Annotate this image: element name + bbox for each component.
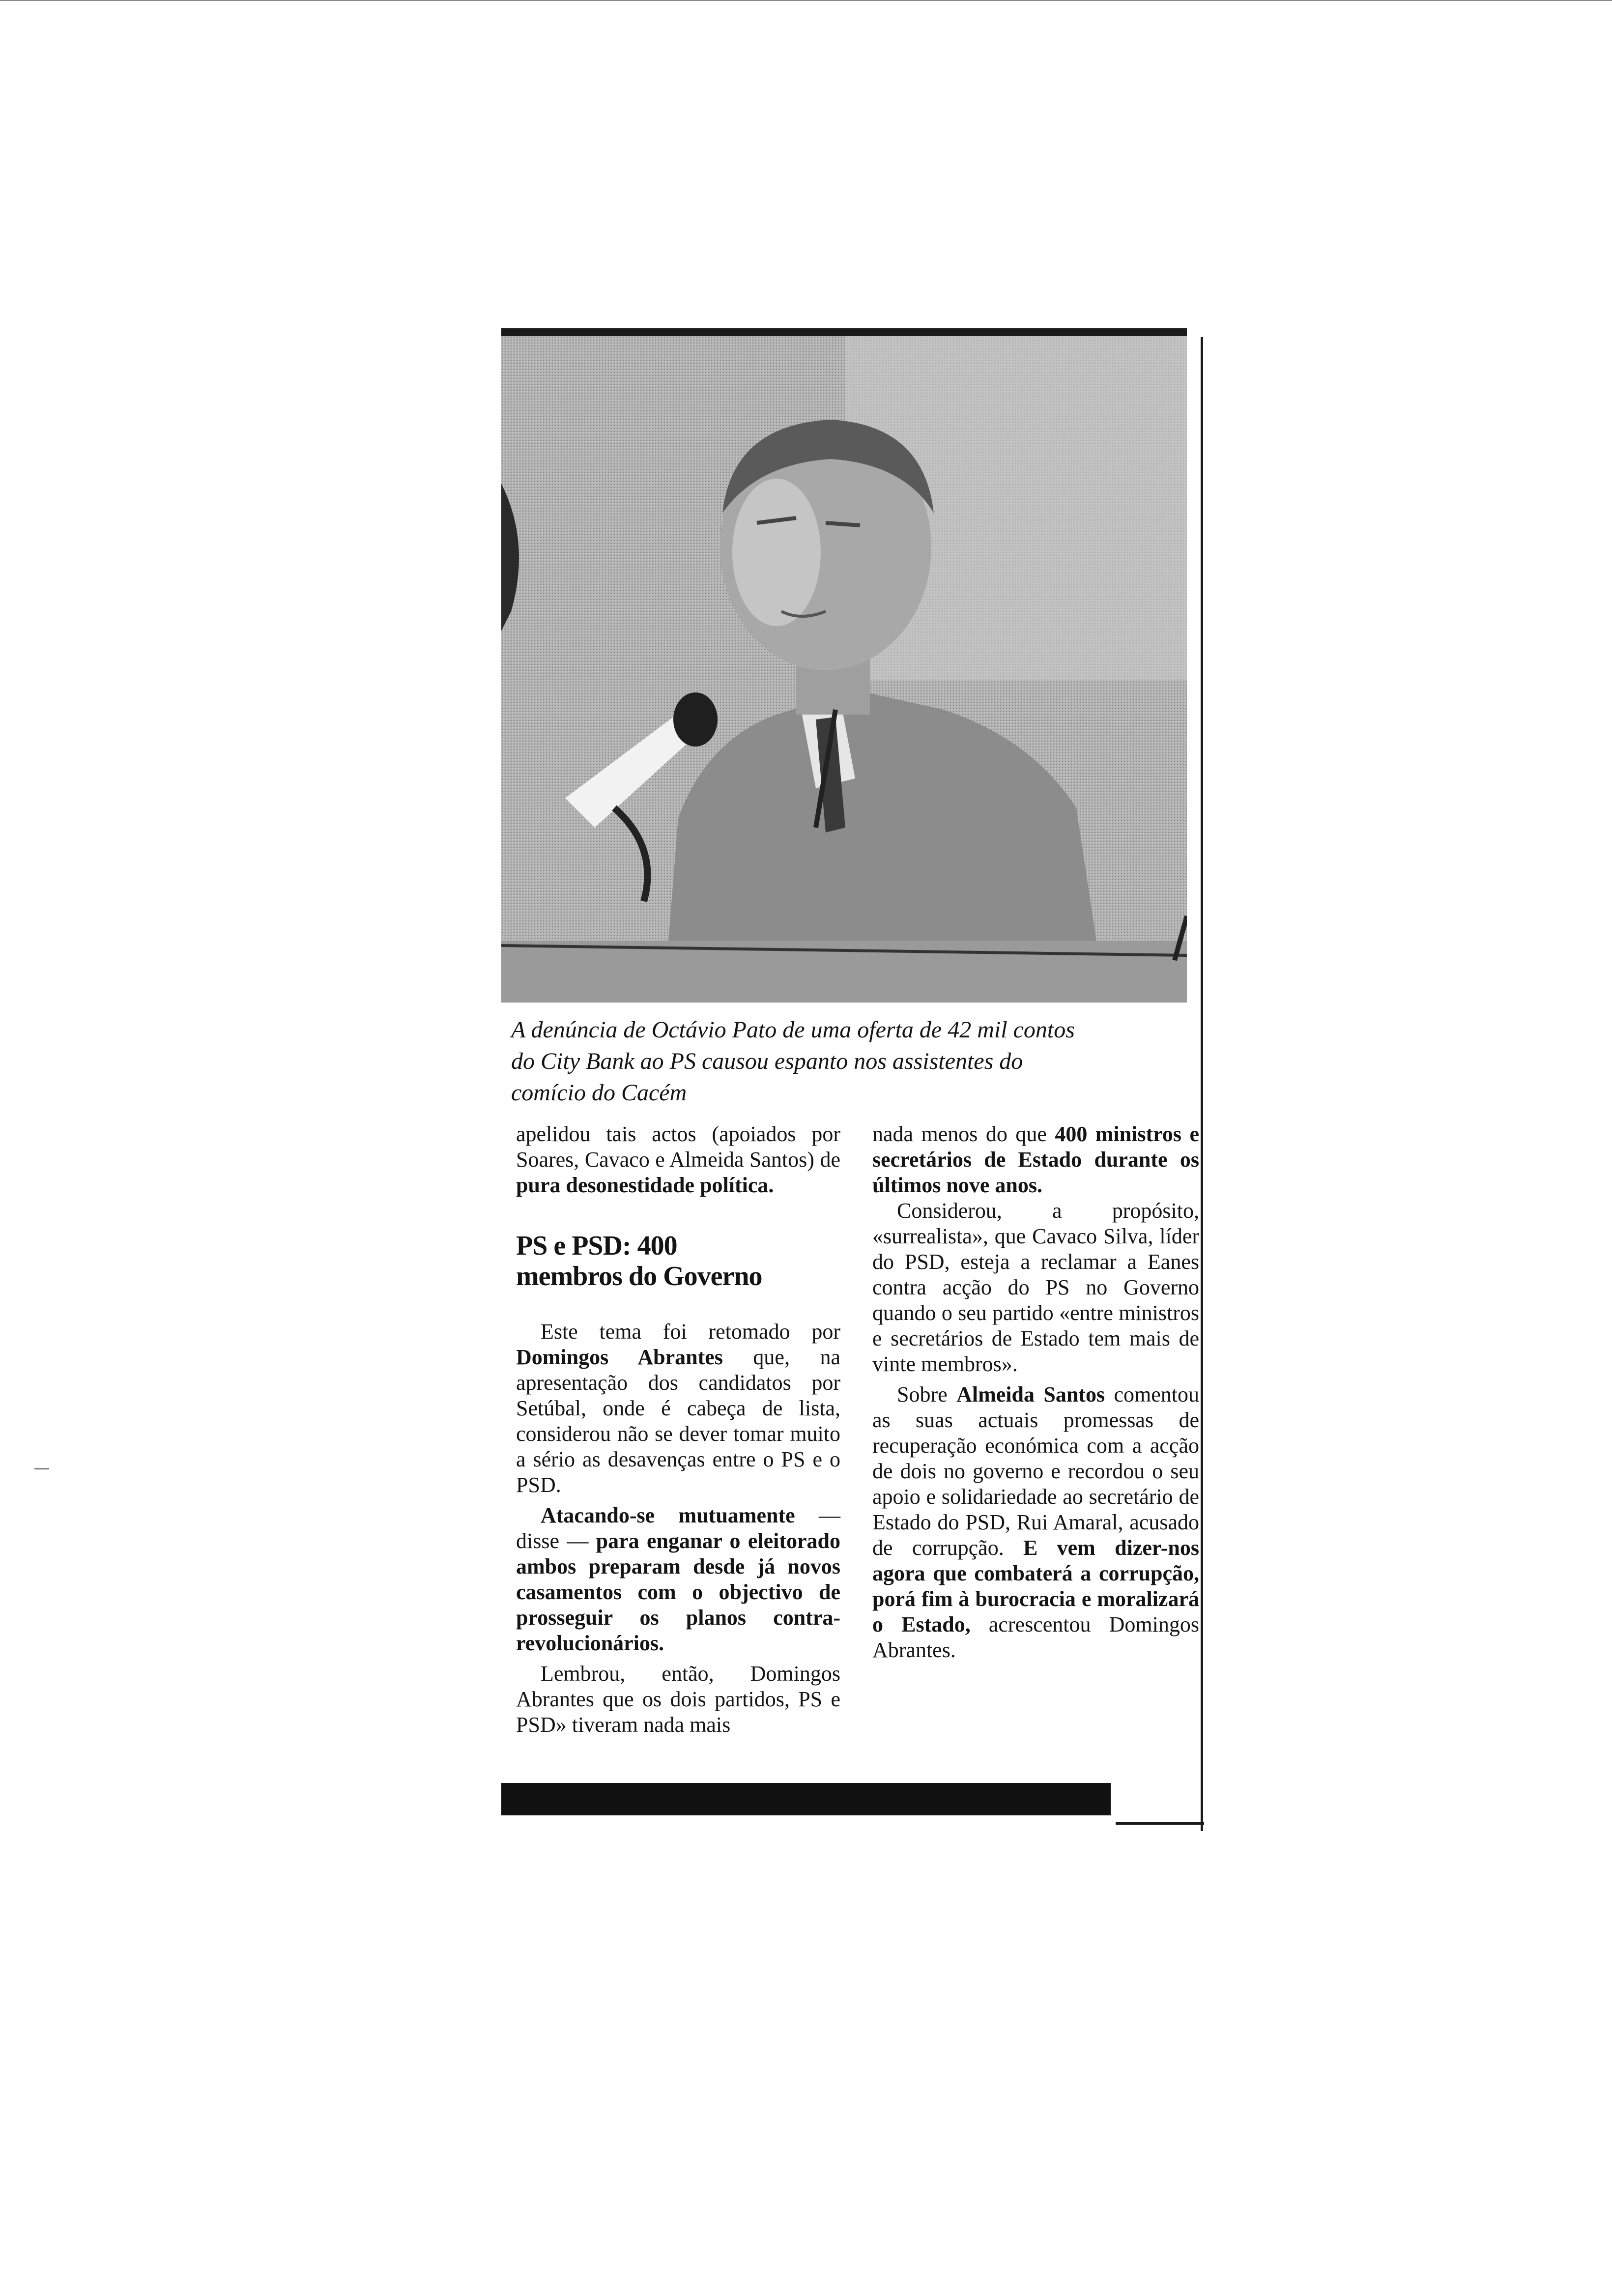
- newspaper-clipping: [501, 328, 1204, 1832]
- paragraph: Considerou, a propósito, «surrealista», que Cavaco Silva, líder do PSD, esteja a reclamar a Eanes contra acção do PS no Governo quando o seu partido «entre ministros e secretários de Estado tem mais de vinte membros».: [872, 1199, 1199, 1376]
- photo-portrait-icon: [501, 336, 1187, 1003]
- paragraph: Atacando-se mutuamente — disse — para enganar o eleitorado ambos preparam desde já novos casamentos com o objectivo de prosseguir os planos contra-revolucionários.: [516, 1503, 840, 1655]
- scan-edge-mark: [34, 1468, 49, 1469]
- article-column-right: [872, 1121, 1199, 1663]
- paragraph: Lembrou, então, Domingos Abrantes que os dois partidos, PS e PSD» tiveram nada mais: [516, 1662, 840, 1737]
- right-rule: [1201, 337, 1203, 1831]
- photo-speaker: [501, 336, 1187, 1003]
- caption-line-3: comício do Cacém: [511, 1080, 687, 1106]
- photo-caption: [511, 1014, 1199, 1109]
- caption-line-2: do City Bank ao PS causou espanto nos assistentes do: [511, 1048, 1023, 1074]
- paragraph: apelidou tais actos (apoiados por Soares, Cavaco e Almeida Santos) de pura desonestidade política.: [516, 1122, 840, 1197]
- bottom-rule-right: [1116, 1822, 1204, 1825]
- caption-line-1: A denúncia de Octávio Pato de uma oferta de 42 mil contos: [511, 1017, 1075, 1043]
- paragraph: Este tema foi retomado por Domingos Abrantes que, na apresentação dos candidatos por Setúbal, onde é cabeça de lista, considerou não se dever tomar muito a sério as desavenças entre o PS e o PSD.: [516, 1320, 841, 1497]
- scan-edge-line: [0, 0, 1612, 1]
- paragraph: Sobre Almeida Santos comentou as suas actuais promessas de recuperação económica com a acção de dois no governo e recordou o seu apoio e solidariedade ao secretário de Estado do PSD, Rui Amaral, acusado de corrupção. E vem dizer-nos agora que combaterá a corrupção, porá fim à burocracia e moralizará o Estado, acrescentou Domingos Abrantes.: [872, 1382, 1200, 1662]
- top-rule: [501, 328, 1187, 336]
- article-column-left: [516, 1121, 840, 1738]
- paragraph: nada menos do que 400 ministros e secretários de Estado durante os últimos nove anos.: [872, 1122, 1200, 1197]
- section-subheading: PS e PSD: 400 membros do Governo: [516, 1231, 762, 1292]
- bottom-rule: [501, 1783, 1111, 1815]
